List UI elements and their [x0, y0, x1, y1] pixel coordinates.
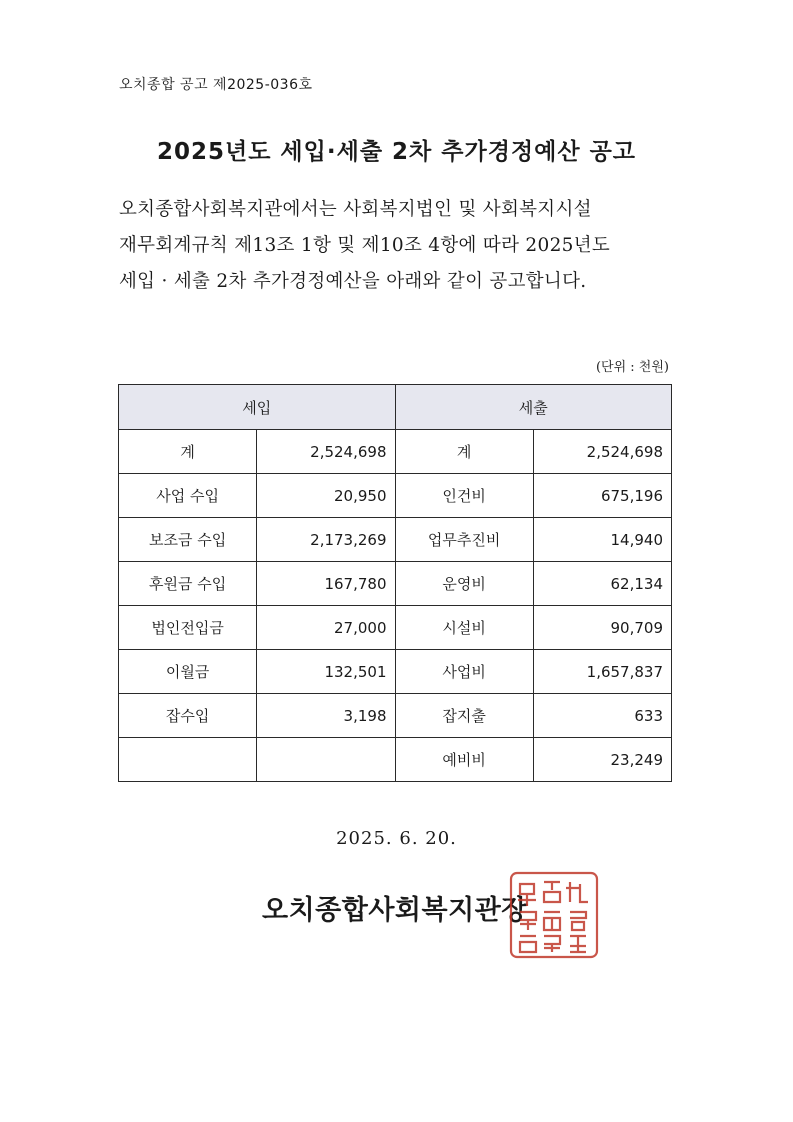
table-row [119, 474, 672, 518]
notice-date: 2025. 6. 20. [336, 828, 457, 849]
table-row [119, 650, 672, 694]
expense-amount-cell: 90,709 [533, 606, 671, 650]
body-line-1: 오치종합사회복지관에서는 사회복지법인 및 사회복지시설 [119, 199, 592, 220]
expense-amount-cell: 633 [533, 694, 671, 738]
income-amount-cell: 167,780 [257, 562, 395, 606]
income-amount-cell: 3,198 [257, 694, 395, 738]
income-amount-cell: 2,173,269 [257, 518, 395, 562]
body-line-2: 재무회계규칙 제13조 1항 및 제10조 4항에 따라 2025년도 [119, 235, 611, 256]
income-header: 세입 [119, 385, 396, 430]
expense-item-cell: 운영비 [395, 562, 533, 606]
body-paragraph [119, 192, 679, 300]
expense-item-cell: 업무추진비 [395, 518, 533, 562]
income-item-cell: 법인전입금 [119, 606, 257, 650]
income-item-cell: 이월금 [119, 650, 257, 694]
table-row [119, 518, 672, 562]
body-line-3: 세입 · 세출 2차 추가경정예산을 아래와 같이 공고합니다. [119, 271, 587, 292]
income-amount-cell: 20,950 [257, 474, 395, 518]
income-amount-cell: 2,524,698 [257, 430, 395, 474]
income-amount-cell: 132,501 [257, 650, 395, 694]
income-item-cell [119, 738, 257, 782]
expense-item-cell: 계 [395, 430, 533, 474]
income-amount-cell [257, 738, 395, 782]
expense-item-cell: 인건비 [395, 474, 533, 518]
income-item-cell: 후원금 수입 [119, 562, 257, 606]
income-amount-cell: 27,000 [257, 606, 395, 650]
budget-table-body [119, 430, 672, 782]
notice-number: 오치종합 공고 제2025-036호 [119, 77, 313, 93]
table-row [119, 606, 672, 650]
expense-amount-cell: 1,657,837 [533, 650, 671, 694]
table-row [119, 738, 672, 782]
official-seal-stamp [508, 870, 600, 960]
expense-amount-cell: 2,524,698 [533, 430, 671, 474]
expense-item-cell: 사업비 [395, 650, 533, 694]
budget-table [118, 384, 672, 782]
signer-name: 오치종합사회복지관장 [262, 895, 528, 926]
expense-amount-cell: 14,940 [533, 518, 671, 562]
expense-amount-cell: 23,249 [533, 738, 671, 782]
unit-label: (단위 : 천원) [595, 360, 669, 375]
expense-header: 세출 [395, 385, 672, 430]
table-row [119, 430, 672, 474]
income-item-cell: 보조금 수입 [119, 518, 257, 562]
table-header-row [119, 385, 672, 430]
table-row [119, 562, 672, 606]
income-item-cell: 사업 수입 [119, 474, 257, 518]
table-row [119, 694, 672, 738]
income-item-cell: 계 [119, 430, 257, 474]
expense-item-cell: 잡지출 [395, 694, 533, 738]
income-item-cell: 잡수입 [119, 694, 257, 738]
document-title: 2025년도 세입·세출 2차 추가경정예산 공고 [156, 139, 637, 165]
expense-amount-cell: 675,196 [533, 474, 671, 518]
expense-item-cell: 예비비 [395, 738, 533, 782]
expense-amount-cell: 62,134 [533, 562, 671, 606]
expense-item-cell: 시설비 [395, 606, 533, 650]
